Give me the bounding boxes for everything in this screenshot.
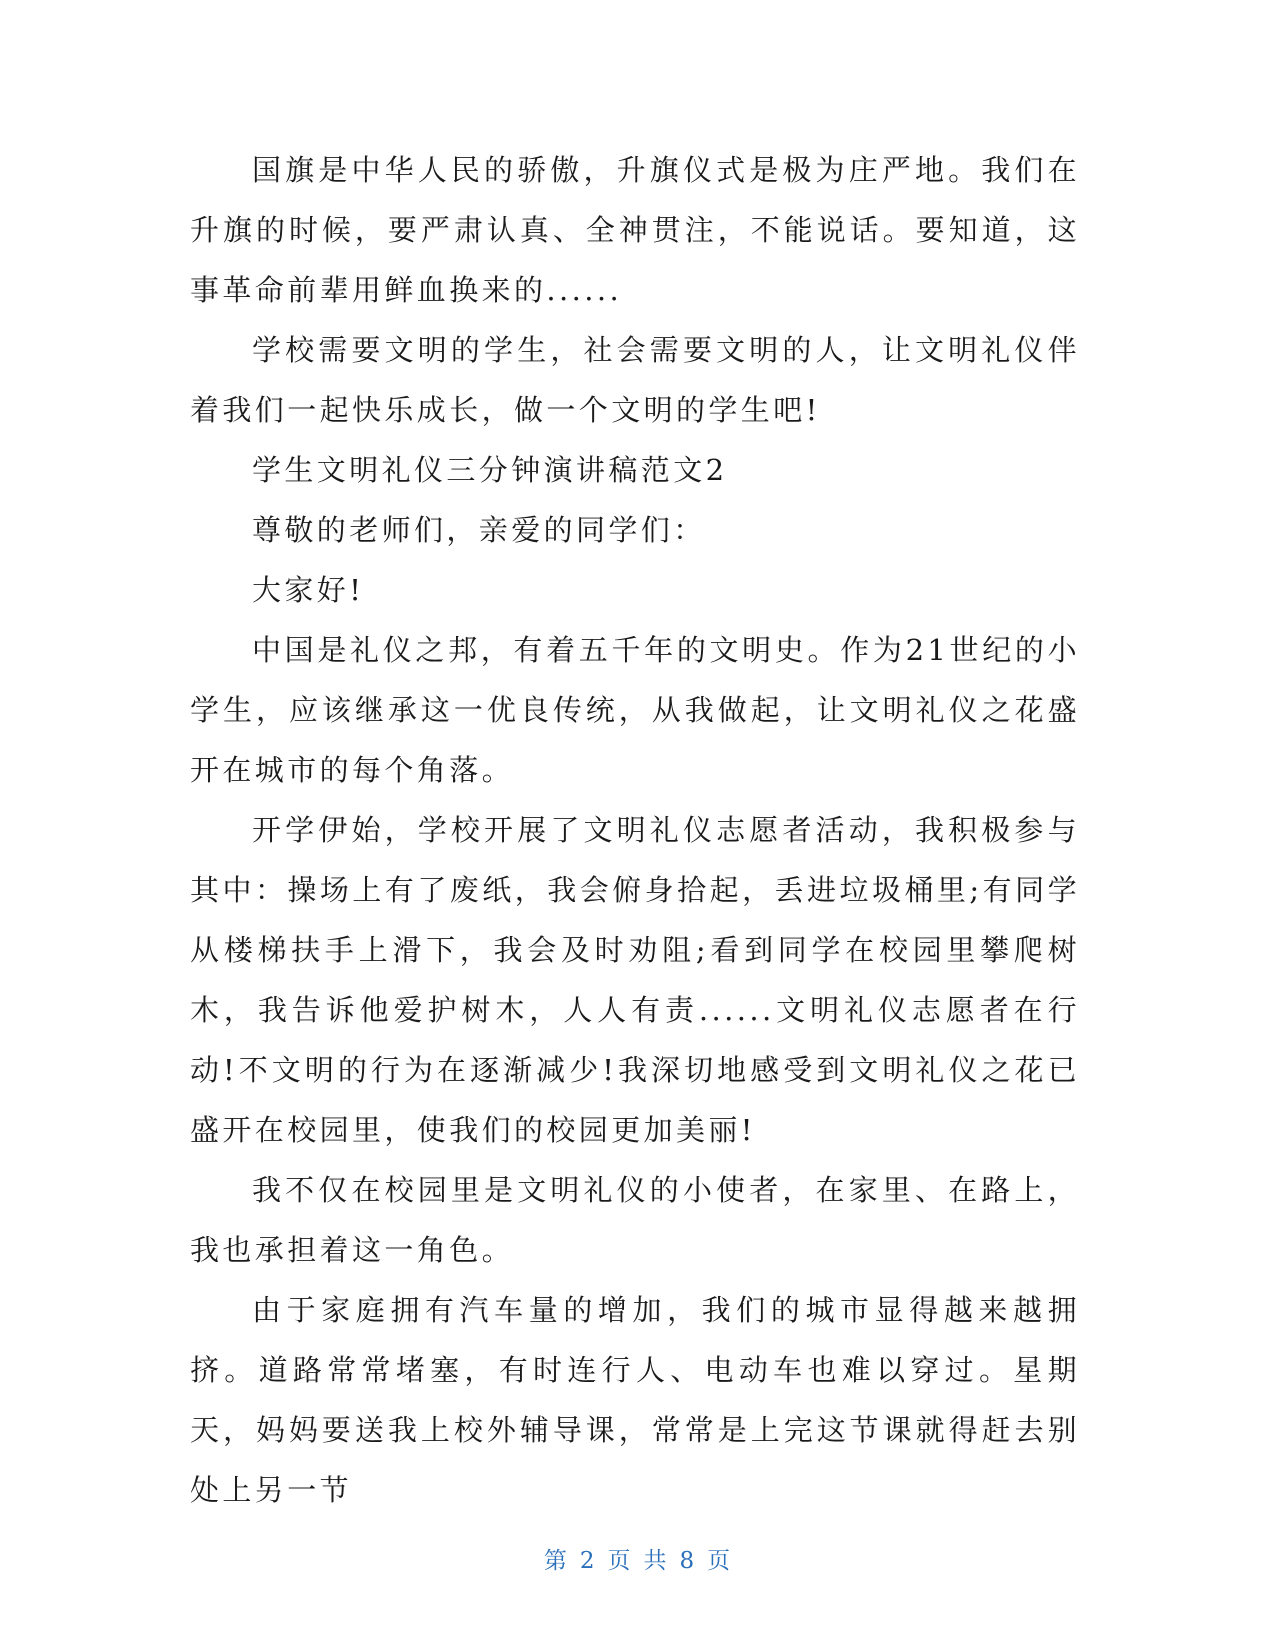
paragraph: 由于家庭拥有汽车量的增加，我们的城市显得越来越拥挤。道路常常堵塞，有时连行人、电动车也难以穿过。星期天，妈妈要送我上校外辅导课，常常是上完这节课就得赶去别处上另一节	[190, 1293, 1080, 1507]
greeting: 大家好!	[252, 573, 365, 607]
paragraph: 我不仅在校园里是文明礼仪的小使者，在家里、在路上，我也承担着这一角色。	[190, 1173, 1080, 1267]
footer-prefix: 第	[543, 1548, 568, 1574]
section-heading: 学生文明礼仪三分钟演讲稿范文2	[252, 453, 728, 487]
document-body	[190, 140, 1080, 1520]
salutation: 尊敬的老师们，亲爱的同学们：	[252, 513, 706, 547]
footer-total-suffix: 页	[707, 1548, 732, 1574]
footer-page-word: 页	[607, 1548, 632, 1574]
paragraph: 开学伊始，学校开展了文明礼仪志愿者活动，我积极参与其中：操场上有了废纸，我会俯身拾起，丢进垃圾桶里;有同学从楼梯扶手上滑下，我会及时劝阻;看到同学在校园里攀爬树木，我告诉他爱护树木，人人有责......文明礼仪志愿者在行动!不文明的行为在逐渐减少!我深切地感受到文明礼仪之花已盛开在校园里，使我们的校园更加美丽!	[190, 813, 1080, 1147]
footer-total-prefix: 共	[643, 1548, 668, 1574]
page-footer	[0, 1542, 1275, 1575]
footer-total-pages: 8	[679, 1548, 696, 1574]
footer-current-page: 2	[579, 1548, 596, 1574]
paragraph: 国旗是中华人民的骄傲，升旗仪式是极为庄严地。我们在升旗的时候，要严肃认真、全神贯注，不能说话。要知道，这事革命前辈用鲜血换来的......	[190, 153, 1080, 307]
paragraph: 中国是礼仪之邦，有着五千年的文明史。作为21世纪的小学生，应该继承这一优良传统，从我做起，让文明礼仪之花盛开在城市的每个角落。	[190, 633, 1080, 787]
paragraph: 学校需要文明的学生，社会需要文明的人，让文明礼仪伴着我们一起快乐成长，做一个文明的学生吧!	[190, 333, 1080, 427]
